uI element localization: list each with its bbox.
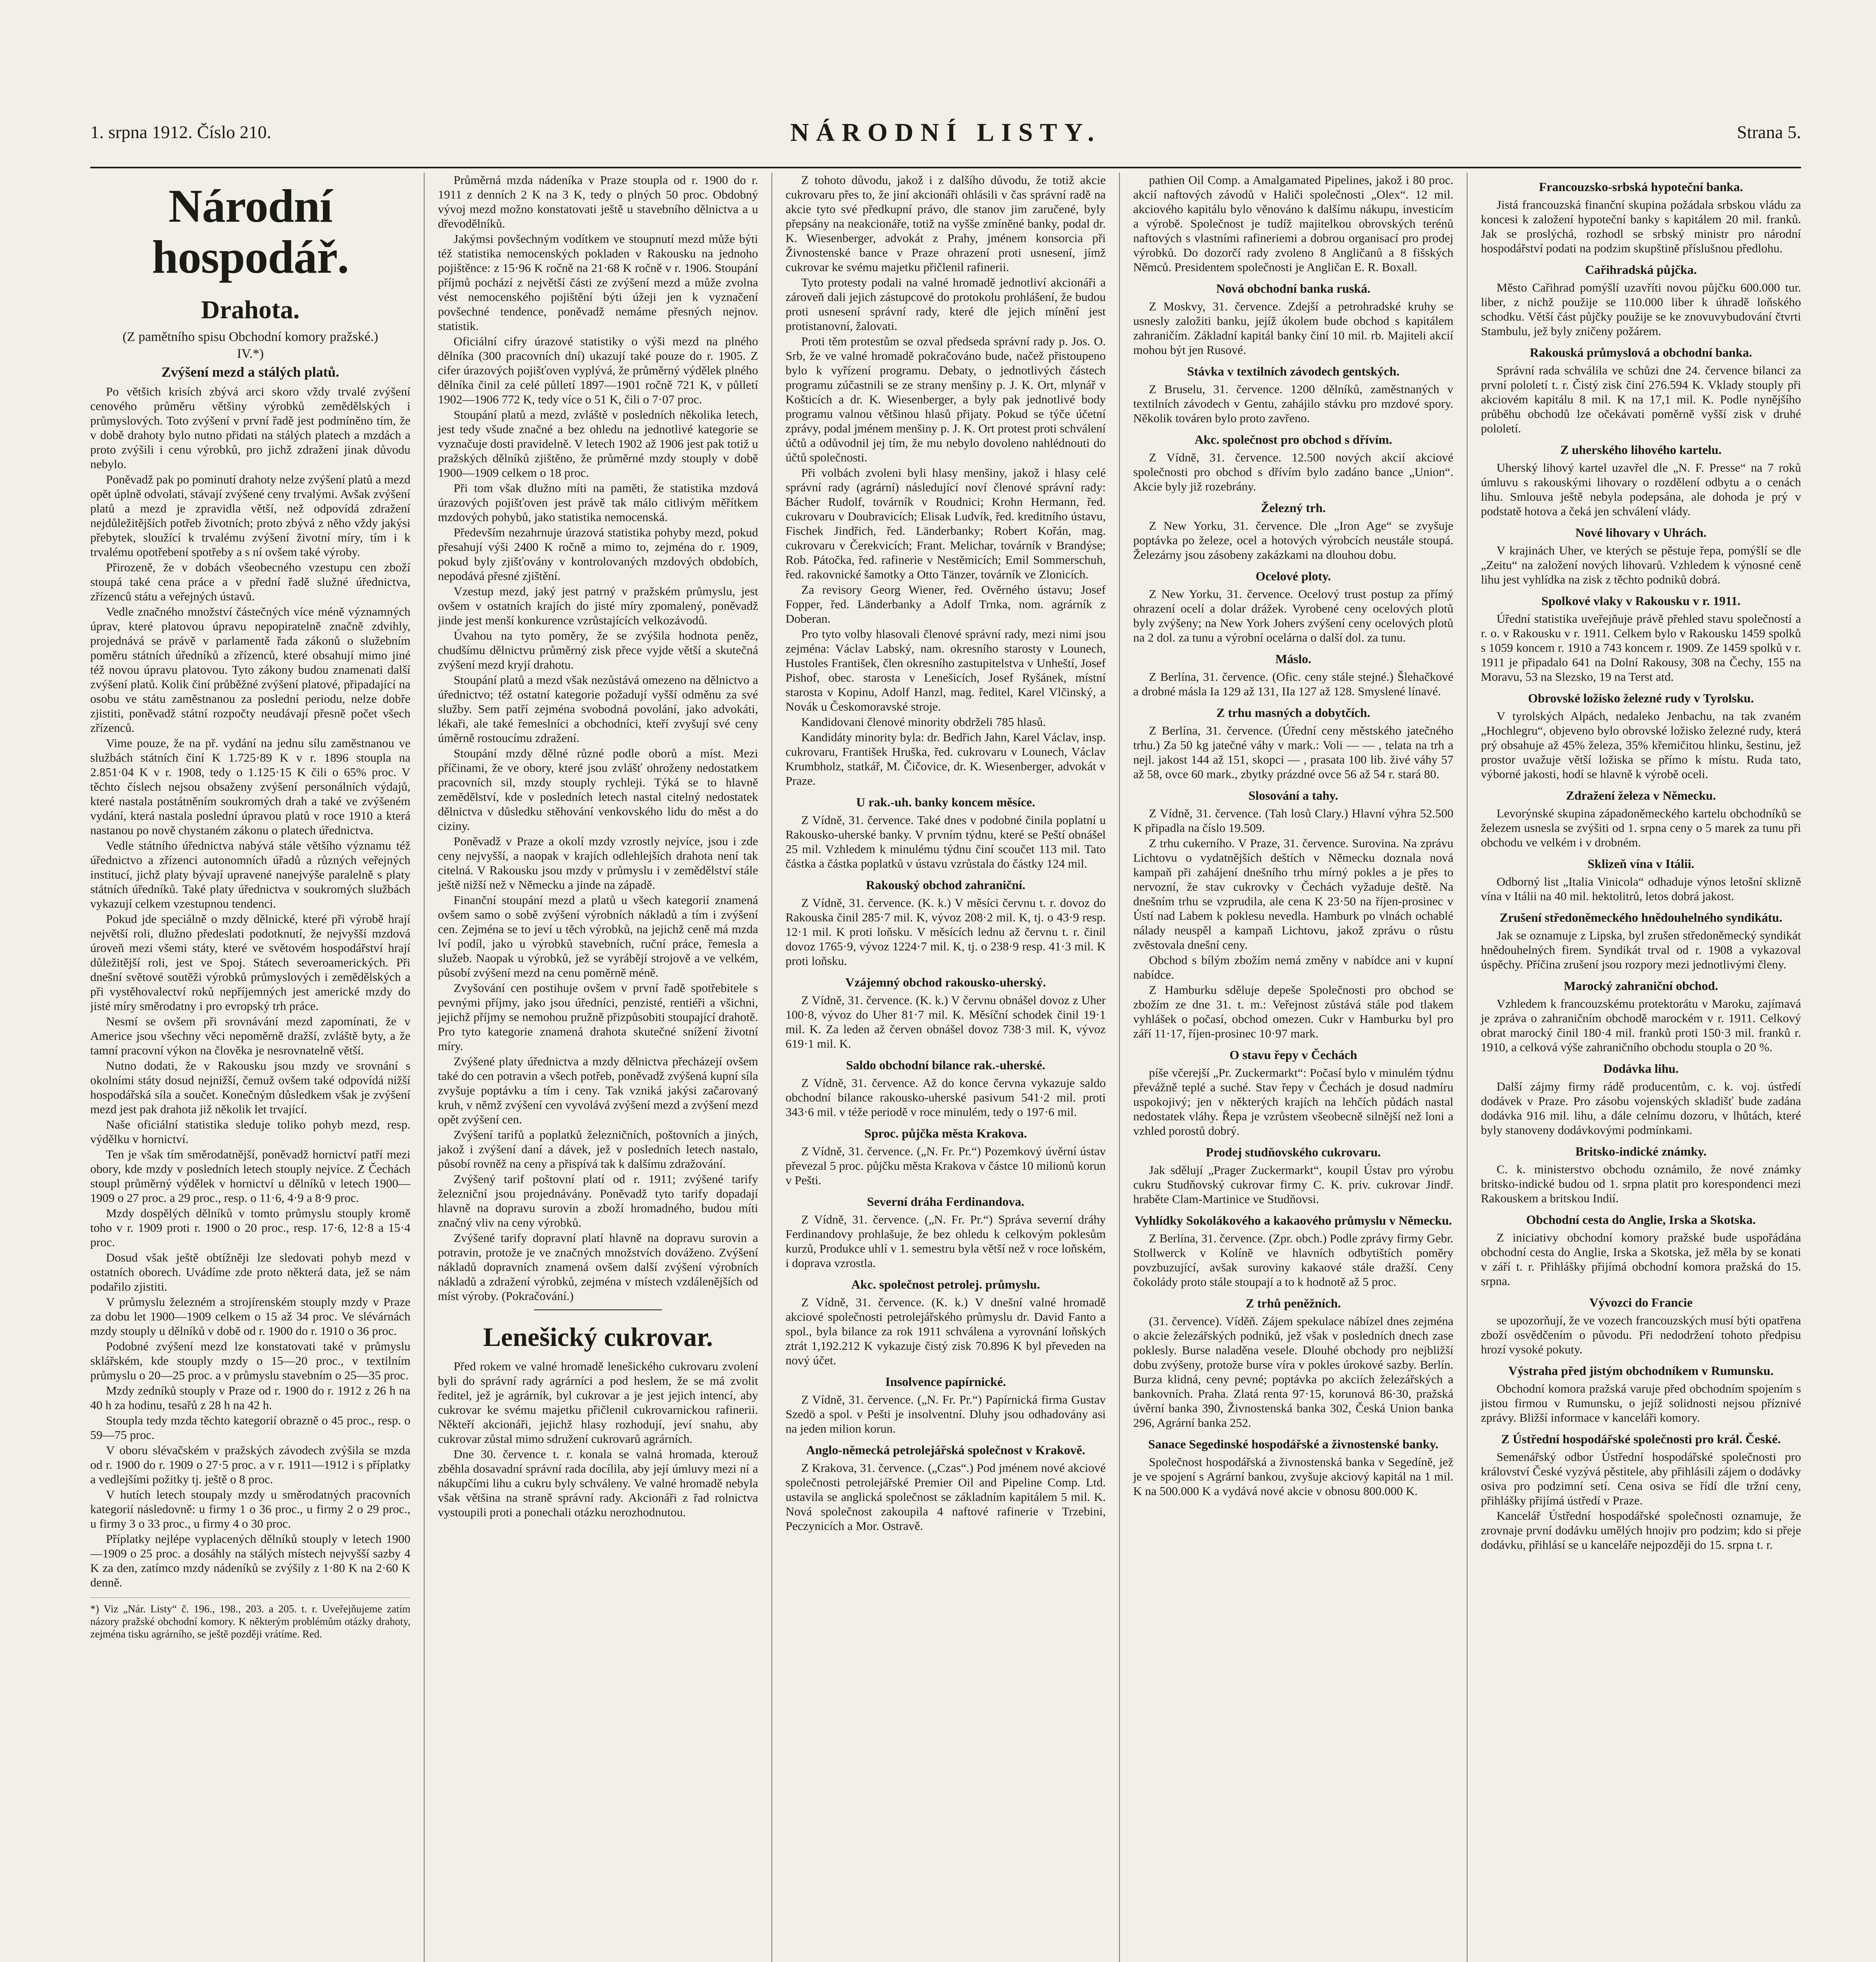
paragraph: Jakýmsi povšechným vodítkem ve stoupnutí mezd může býti též statistika nemocenských pokladen v Rakousku na jednoho pojištěnce: z 15·96 K ročně na 21·68 K ročně v r. 1906. Stoupání příjmů pochází z největší části ze zvýšení mezd a může zvolna vést nemocenského pojištění býti úžeji jen k vyznačení povšechné tendence, poněvadž nemáme přesných nejnov. statistik. xyxy=(438,232,758,333)
news-heading: Akc. společnost pro obchod s dřívím. xyxy=(1194,432,1392,447)
paragraph: Kandidáty minority byla: dr. Bedřich Jahn, Karel Václav, insp. cukrovaru, František Hruška, řed. cukrovaru v Lounech, Václav Krumbholz, statkář, M. Čičovice, dr. K. Wiesenberger, advokát v Praze. xyxy=(786,730,1106,788)
paragraph: Dosud však ještě obtížněji lze sledovati pohyb mezd v ostatních oborech. Uvádíme zde proto některá data, jež se nám podařilo zjistiti. xyxy=(90,1251,410,1293)
paragraph: Jistá francouzská finanční skupina požádala srbskou vládu za koncesi k založení hypoteční banky s kapitálem 20 mil. franků. Jak se proslýchá, rozhodl se srbský ministr pro národní hospodářství podati na podzim skupštině příslušnou předlohu. xyxy=(1481,198,1801,255)
article-title: Drahota. xyxy=(201,295,300,324)
paragraph: Levorýnské skupina západoněmeckého kartelu obchodníků se železem usnesla se zvýšiti od 1. srpna ceny o 5 marek za tunu při obchodu ve velkém i v drobném. xyxy=(1481,806,1801,849)
paragraph: Při volbách zvoleni byli hlasy menšiny, jakož i hlasy celé správní rady (agrární) následující noví členové správní rady: Bácher Rudolf, továrník v Roudnici; Krohn Hermann, řed. cukrovaru v Doubravicích; Elisak Ludvík, řed. kreditního ústavu, Fischek Jindřich, řed. Länderbanky; Robert Kořán, mag. cukrovaru v Čerekvicích; Frant. Melichar, továrník v Brandýse; Rob. Pátočka, řed. rafinerie v Nestěmicích; Emil Sommerschuh, řed. rakovnické šamotky a Otto Tänzer, továrník ve Zlonicích. xyxy=(786,466,1106,581)
paragraph: Nutno dodati, že v Rakousku jsou mzdy ve srovnání s okolními státy dosud nejnižší, čemuž ovšem také odpovídá nižší hospodářská síla a součet. Konečným důsledkem však je zvýšení mezd jest pak drahota již několik let trvající. xyxy=(90,1059,410,1116)
paragraph: Z Hamburku sděluje depeše Společnosti pro obchod se zbožím ze dne 31. t. m.: Veřejnost zůstává stále pod tlakem vyhlášek o počasí, obchod omezen. Cukr v Hamburku byl pro září 11·17, říjen-prosinec 10·97 mark. xyxy=(1133,983,1453,1040)
paragraph: Z Vídně, 31. července. Také dnes v podobné činila poplatní u Rakousko-uherské banky. V prvním týdnu, které se Peští obnášel 25 mil. Vzhledem k minulému týdnu činí scoučet 113 mil. Tato částka a částka poplatků v ústavu vzrůstala do částky 124 mil. xyxy=(786,813,1106,870)
paragraph: Příplatky nejlépe vyplacených dělníků stouply v letech 1900—1909 o 25 proc. a dosáhly na stálých místech nejvyšší sazby 4 K za den, zatímco mzdy nádeníků se zvýšily z 1·80 K na 2·60 K denně. xyxy=(90,1532,410,1589)
news-heading: Sproc. půjčka města Krakova. xyxy=(864,1126,1027,1140)
news-heading: Prodej studňovského cukrovaru. xyxy=(1206,1145,1381,1159)
columns xyxy=(90,173,1801,1962)
paragraph: V oboru slévačském v pražských závodech zvýšila se mzda od r. 1900 do r. 1909 o 27·5 proc. a v r. 1911—1912 i s příplatky a vedlejšími požitky tj. ještě o 8 proc. xyxy=(90,1443,410,1486)
news-heading: Vyhlídky Sokolákového a kakaového průmyslu v Německu. xyxy=(1134,1213,1452,1227)
paragraph: Za revisory Georg Wiener, řed. Ověrného ústavu; Josef Fopper, řed. Länderbanky a Adolf Trnka, nom. agrárník z Doberan. xyxy=(786,583,1106,625)
paragraph: Poněvadž pak po pominutí drahoty nelze zvýšení platů a mezd opět úplně odvolati, stávají zvýšené ceny trvalými. Avšak zvýšení platů a mezd je zpravidla větší, než odpovídá zdražení nejdůležitějších potřeb životních; proto zbývá z něho vždy jakýsi přebytek, sloužící k trvalému zvýšení životní míry, tím i k trvalému opotřebení spotřeby a s ní ovšem také výroby. xyxy=(90,472,410,559)
news-heading: O stavu řepy v Čechách xyxy=(1229,1048,1357,1062)
news-heading: Marocký zahraniční obchod. xyxy=(1564,979,1718,993)
paragraph: Úvahou na tyto poměry, že se zvýšila hodnota peněz, chudšímu dělnictvu průměrný zisk přece vyjde větší a skutečná zvýšení mezd kryjí drahotu. xyxy=(438,629,758,671)
column-2 xyxy=(424,173,771,1962)
news-heading: Z trhů peněžních. xyxy=(1245,1296,1341,1310)
news-heading: Sklizeň vína v Itálii. xyxy=(1587,857,1695,871)
paragraph: Zvýšené tarify dopravní platí hlavně na dopravu surovin a potravin, protože je ve značných množstvích dováženo. Zvýšení nákladů dopravních znamená ovšem další zvýšení výrobních nákladů a zdražení výrobků, zejména v místech vzdálenějších od míst výroby. (Pokračování.) xyxy=(438,1231,758,1303)
paragraph: Po většich krisích zbývá arci skoro vždy trvalé zvýšení cenového průměru většiny výrobků zemědělských i průmyslových. Toto zvýšení v první řadě jest podmíněno tím, že v době drahoty bylo nutno přidati na stálých platech a mzdách a proto zvýšili i cenu výrobků, pro jichž zdražení jinak důvodu nebylo. xyxy=(90,385,410,471)
paragraph: Stoupání platů a mezd však nezůstává omezeno na dělnictvo a úřednictvo; též ostatní kategorie požadují vyšší odměnu za své služby. Sem patří zejména svobodná povolání, jako advokáti, lékaři, ale také řemeslníci a obchodníci, kteří zvyšují své ceny úměrně rostoucímu zdražení. xyxy=(438,673,758,745)
news-heading: Britsko-indické známky. xyxy=(1575,1144,1707,1158)
paragraph: Vzhledem k francouzskému protektorátu v Maroku, zajímavá je zpráva o zahraničním obchodě marockém v r. 1911. Celkový obrat marocký činil 180·4 mil. franků proti 150·3 mil. franků r. 1910, a celková výše zahraničního obchodu stoupla o 20 %. xyxy=(1481,997,1801,1054)
page-number: Strana 5. xyxy=(1737,122,1801,142)
news-heading: Ocelové ploty. xyxy=(1256,569,1331,583)
paragraph: Z Vídně, 31. července. (K. k.) V červnu obnášel dovoz z Uher 100·8, vývoz do Uher 81·7 mil. K. Měsíční schodek činil 19·1 mil. K. Za leden až červen obnášel dovoz 738·3 mil. K, vývoz 619·1 mil. K. xyxy=(786,993,1106,1050)
paragraph: Ten je však tím směrodatnější, poněvadž hornictví patří mezi obory, kde mzdy v posledních letech stouply nejvíce. Z Čechách stoupl průměrný výdělek v hornictví u dělníků v letech 1900—1909 o 27 proc. a 29 proc., resp. o 11·6, 4·9 a 8·9 proc. xyxy=(90,1147,410,1205)
paragraph: Zvyšování cen postihuje ovšem v první řadě spotřebitele s pevnými příjmy, jako jsou úředníci, penzisté, rentiéři a všichni, jejichž příjmy se nemohou pružně přizpůsobiti stoupající drahotě. Pro tyto kategorie znamená drahota skutečné snížení životní míry. xyxy=(438,981,758,1053)
news-heading: Spolkové vlaky v Rakousku v r. 1911. xyxy=(1541,594,1741,608)
paragraph: Obchod s bílým zbožím nemá změny v nabídce ani v kupní nabídce. xyxy=(1133,953,1453,981)
paragraph: Z Bruselu, 31. července. 1200 dělníků, zaměstnaných v textilních závodech v Gentu, zahájilo stávku pro mzdové spory. Několik továren bylo proto zavřeno. xyxy=(1133,382,1453,425)
news-heading: Nová obchodní banka ruská. xyxy=(1216,281,1371,295)
paragraph: Vedle značného množství částečných více méně významných úprav, které platovou úpravu nepopiratelně značně zdvihly, projednává se právě v parlamentě řada zákonů o služebním poměru státních úředníků a zřízenců, které obsahují mimo jiné též novou úpravu platovou. Tyto zákony budou znamenati další zvýšení platů. Kolik činí průběžné zvýšení platové, připadající na osobu ve státu zaměstnanou za poslední periodu, nelze dobře zjistiti, poněvadž státní rozpočty neudávají přesně počet všech zřízenců. xyxy=(90,605,410,735)
paragraph: Další zájmy firmy rádě producentům, c. k. voj. ústředí dodávek v Praze. Pro zásobu vojenských skladišť bude zadána dodávka 916 mil. lihu, a dále celnímu dozoru, v lhůtách, které byly stanoveny dodávkovými podmínkami. xyxy=(1481,1079,1801,1137)
news-heading: Cařihradská půjčka. xyxy=(1585,263,1697,277)
paragraph: Poněvadž v Praze a okolí mzdy vzrostly nejvíce, jsou i zde ceny nejvyšší, a naopak v krajích odlehlejších drahota není tak citelná. V Rakousku jsou mzdy v průmyslu i v zemědělství stále ještě nižší než v Německu a jinde na západě. xyxy=(438,834,758,892)
paragraph: Úřední statistika uveřejňuje právě přehled stavu společností a r. o. v Rakousku v r. 1911. Celkem bylo v Rakousku 1459 spolků s 1059 koncem r. 1910 a 743 koncem r. 1909. Ze 1459 spolků v r. 1911 je připadalo 641 na Dolní Rakousy, 308 na Čechy, 155 na Moravu, 53 na Slezsko, 19 na Terst atd. xyxy=(1481,612,1801,684)
news-heading: Rakouská průmyslová a obchodní banka. xyxy=(1530,345,1752,359)
paragraph: Průměrná mzda nádeníka v Praze stoupla od r. 1900 do r. 1911 z denních 2 K na 3 K, tedy o plných 50 proc. Obdobný vývoj mezd možno konstatovati ještě u stavebního dělnictva a u dřevodělníků. xyxy=(438,173,758,230)
paragraph: Z Moskvy, 31. července. Zdejší a petrohradské kruhy se usnesly založiti banku, jejíž úkolem bude obchod s kapitálem zahraničím. Základní kapitál banky činí 10 mil. rb. Majiteli akcií mohou být jen Rusové. xyxy=(1133,299,1453,357)
news-heading: Vývozci do Francie xyxy=(1589,1295,1693,1309)
news-heading: Sanace Segedinské hospodářské a živnostenské banky. xyxy=(1148,1437,1438,1451)
news-heading: Stávka v textilních závodech gentských. xyxy=(1187,364,1400,378)
paragraph: C. k. ministerstvo obchodu oznámilo, že nové známky britsko-indické budou od 1. srpna platit pro korespondenci mezi Rakouskem a britskou Indií. xyxy=(1481,1162,1801,1205)
paragraph: Mzdy dospělých dělníků v tomto průmyslu stouply kromě toho v r. 1909 proti r. 1900 o 20 proc., resp. 17·6, 12·8 a 15·4 proc. xyxy=(90,1206,410,1249)
paragraph: Z Vídně, 31. července. („N. Fr. Pr.“) Pozemkový úvěrní ústav převezal 5 proc. půjčku města Krakova v částce 10 milionů korun v Pešti. xyxy=(786,1144,1106,1187)
paragraph: Jak se oznamuje z Lipska, byl zrušen středoněmecký syndikát hnědouhelných firem. Syndikát trval od r. 1908 a vykazoval úspěchy. Příčina zrušení jsou rozpory mezi jednotlivými členy. xyxy=(1481,928,1801,971)
paragraph: Především nezahrnuje úrazová statistika pohyby mezd, pokud přesahují výši 2400 K ročně a mimo to, zejména do r. 1909, pokud byly zjišťovány v kontrolovaných mzdových obdobích, nepodává přesné zjištění. xyxy=(438,525,758,583)
paragraph: Kancelář Ústřední hospodářské společnosti oznamuje, že zrovnaje první dodávku umělých hnojiv pro podzim; kdo si přeje dodávku, přihlásí se u kanceláře nejpozději do 15. srpna t. r. xyxy=(1481,1509,1801,1552)
news-heading: Z Ústřední hospodářské společnosti pro král. České. xyxy=(1501,1432,1781,1446)
news-heading: Zdražení železa v Německu. xyxy=(1566,788,1716,802)
paragraph: Město Cařihrad pomýšlí uzavříti novou půjčku 600.000 tur. liber, z nichž použije se 110.000 liber k úhradě loňského schodku. Větší část půjčky použije se ke znovuvybudování čtvrti Stambulu, jež byly zničeny požárem. xyxy=(1481,281,1801,338)
paragraph: Společnost hospodářská a živnostenská banka v Segedíně, jež je ve spojení s Agrární bankou, zvyšuje akciový kapitál na 1 mil. K na 500.000 K a vydává nové akcie v obnosu 800.000 K. xyxy=(1133,1455,1453,1498)
section-title: Národní hospodář. xyxy=(152,180,349,283)
news-heading: Akc. společnost petrolej. průmyslu. xyxy=(851,1277,1040,1291)
paragraph: V tyrolských Alpách, nedaleko Jenbachu, na tak zvaném „Hochlegru“, objeveno bylo obrovské ložisko železné rudy, která prý obsahuje až 45% železa, 35% křemičitou hlinku, šestinu, jež prostor uvažuje větší ložiska se přímo k místu. Ruda tato, výborné jakosti, hodí se hlavně k výrobě oceli. xyxy=(1481,709,1801,781)
paragraph: Naše oficiální statistika sleduje toliko pohyb mezd, resp. výdělku v hornictví. xyxy=(90,1118,410,1146)
column-3 xyxy=(771,173,1119,1962)
issue-date: 1. srpna 1912. Číslo 210. xyxy=(90,122,272,142)
paragraph: Pro tyto volby hlasovali členové správní rady, mezi nimi jsou zejména: Václav Labský, nam. okresního starosty v Lounech, Hustoles František, člen okresního zastupitelstva v Unheští, Josef Pishof, obec. starosta v Lenešicích, Josef Ryšánek, místní starosta v Kopinu, Adolf Hanzl, mag. ředitel, Karel Vlčinský, a Novák u Českomoravské stroje. xyxy=(786,627,1106,713)
news-heading: Vzájemný obchod rakousko-uherský. xyxy=(845,975,1046,989)
paragraph: Tyto protesty podali na valné hromadě jednotliví akcionáři a zároveň dali jejich zástupcové do protokolu prohlášení, že budou proti usnesení správní rady, které dle jejich mínění jest protistanovní, žalovati. xyxy=(786,275,1106,333)
article-part: IV.*) xyxy=(237,346,264,361)
article-source: (Z pamětního spisu Obchodní komory pražské.) xyxy=(122,330,378,344)
paragraph: Odborný list „Italia Vinicola“ odhaduje výnos letošní sklizně vína v Itálii na 40 mil. hektolitrů, letos dobrá jakost. xyxy=(1481,875,1801,903)
paragraph: Z iniciativy obchodní komory pražské bude uspořádána obchodní cesta do Anglie, Irska a Skotska, jež měla by se konati v září t. r. Přihlášky přijímá obchodní komora pražská do 15. srpna. xyxy=(1481,1231,1801,1288)
column-5 xyxy=(1467,173,1801,1962)
paragraph: V hutích letech stoupaly mzdy u směrodatných pracovních kategorií následovně: u firmy 1 o 36 proc., u firmy 2 o 29 proc., u firmy 3 o 33 proc., u firmy 4 o 30 proc. xyxy=(90,1488,410,1530)
paragraph: Před rokem ve valné hromadě lenešického cukrovaru zvolení byli do správní rady agrárníci a pod heslem, že se má zvolit ředitel, jež je agrárník, byl cukrovar a je jest jejich intencí, aby cukrovar ke svému majetku přičlenil cukrovarnickou rafinerii. Někteří akcionáři, jejichž hlasy rozhodují, jeví snahu, aby cukrovar zůstal mimo sdružení cukrovarů agrárních. xyxy=(438,1359,758,1446)
news-heading: Dodávka lihu. xyxy=(1603,1061,1679,1076)
newspaper-title: NÁRODNÍ LISTY. xyxy=(790,118,1101,147)
paragraph: Zvýšené platy úřednictva a mzdy dělnictva přecházejí ovšem také do cen potravin a všech potřeb, poněvadž zvýšená kupní síla zvyšuje poptávku a tím i ceny. Tak vzniká jakýsi začarovaný kruh, v němž zvýšení cen vyvolává zvýšení mezd a zvýšení mezd opět zvýšení cen. xyxy=(438,1054,758,1126)
paragraph: Správní rada schválila ve schůzi dne 24. července bilanci za první pololetí t. r. Čistý zisk činí 276.594 K. Vklady stouply při akciovém kapitálu 8 mil. K na 17,1 mil. K. Podle nynějšího průběhu obchodů lze očekávati poměrně vyšší zisk v druhé pololetí. xyxy=(1481,363,1801,435)
paragraph: Finanční stoupání mezd a platů u všech kategorií znamená ovšem samo o sobě zvýšení výrobních nákladů a tím i zvýšení cen. Zejména se to jeví u těch výrobků, na jejichž ceně má mzda lví podíl, jako u výrobků stavebních, ruční práce, řemesla a služeb. Naopak u výrobků, jež se vyrábějí strojově a ve velkém, působí zvýšení mezd na cenu poměrně méně. xyxy=(438,893,758,979)
paragraph: Z Vídně, 31. července. („N. Fr. Pr.“) Papírnická firma Gustav Szedö a spol. v Pešti je insolventní. Dluhy jsou odhadovány asi na jeden milion korun. xyxy=(786,1393,1106,1435)
news-heading: Z trhu masných a dobytčích. xyxy=(1216,706,1371,720)
paragraph: Zvýšení tarifů a poplatků železničních, poštovních a jiných, jakož i zvýšení daní a dávek, jež v posledních letech nastalo, působí rovněž na ceny a přispívá tak k dalšímu zdražování. xyxy=(438,1128,758,1171)
news-heading: Obrovské ložisko železné rudy v Tyrolsku. xyxy=(1528,691,1754,705)
news-heading: Rakouský obchod zahraniční. xyxy=(866,878,1026,892)
paragraph: Z Krakova, 31. července. („Czas“.) Pod jménem nové akciové společnosti petrolejářské Premier Oil and Pipeline Comp. Ltd. ustavila se anglická společnost se základním kapitálem 5 mil. K. Nová společnost zakoupila 4 naftové rafinerie v Trzebini, Peczynicích a Mor. Ostravě. xyxy=(786,1461,1106,1533)
column-1 xyxy=(90,173,424,1962)
article-title-lenesicky: Lenešický cukrovar. xyxy=(483,1322,713,1352)
paragraph: píše včerejší „Pr. Zuckermarkt“: Počasí bylo v minulém týdnu převážně teplé a suché. Stav řepy v Čechách je dosud nadmíru uspokojivý; jen v některých krajích na lehčích půdách nastal nedostatek vláhy. Řepa je vzrůstem všeobecně silnější než loni a vzhled porostů dobrý. xyxy=(1133,1066,1453,1138)
paragraph: Pokud jde speciálně o mzdy dělnické, které při výrobě hrají největší roli, dlužno předeslati podotknutí, že nejvyšší mzdová úroveň mezi všemi státy, které ve světovém hospodářství hrají důležitější roli, jest ve Spoj. Státech severoamerických. Při dnešní světové soutěži výrobků průmyslových i zemědělských a při vystěhovalectví roků nepříjemných jest americké mzdy do jisté míry směrodatny i pro evropský trh práce. xyxy=(90,912,410,1013)
paragraph: Podobné zvýšení mezd lze konstatovati také v průmyslu sklářském, kde stouply mzdy o 15—20 proc., v textilním průmyslu o 20—25 proc. a v průmyslu stavebním o 25—35 proc. xyxy=(90,1339,410,1382)
paragraph: Z New Yorku, 31. července. Ocelový trust postup za přímý ohrazení ocelí a dolar drážek. Vyrobené ceny ocelových plotů byly zvýšeny; na New York Johers zvýšení ceny ocelových plotů na 2 dol. za tunu a výrobní ocelárna o další dol. za tunu. xyxy=(1133,587,1453,644)
paragraph: Obchodní komora pražská varuje před obchodním spojením s jistou firmou v Rumunsku, o jejíž solidnosti nejsou příznivé zprávy. Bližší informace v kanceláři komory. xyxy=(1481,1382,1801,1424)
paragraph: Z Berlína, 31. července. (Ofic. ceny stále stejné.) Šlehačkové a drobné másla Ia 129 až 131, IIa 127 až 128. Smyslené línavé. xyxy=(1133,670,1453,698)
article-subtitle: Zvýšení mezd a stálých platů. xyxy=(161,364,339,380)
paragraph: Z Vídně, 31. července. 12.500 nových akcií akciové společnosti pro obchod s dřívím bylo zadáno bance „Union“. Akcie byly již rozebrány. xyxy=(1133,450,1453,493)
news-heading: Z uherského lihového kartelu. xyxy=(1560,443,1722,457)
paragraph: Z Berlína, 31. července. (Úřední ceny městského jatečného trhu.) Za 50 kg jatečné váhy v mark.: Voli — — , telata na trh a nejl. jakost 144 až 151, skopci — , prasata 100 lib. živé váhy 57 až 58, ovce 60 mark., zbytky prázdné ovce 56 až 54 r. stará 80. xyxy=(1133,724,1453,781)
paragraph: V krajinách Uher, ve kterých se pěstuje řepa, pomýšlí se dle „Zeitu“ na založení nových lihovarů. Vzhledem k výnosné ceně lihu jest vyhlídka na zisk z těchto podniků dobrá. xyxy=(1481,543,1801,586)
news-heading: Anglo-německá petrolejářská společnost v Krakově. xyxy=(806,1443,1085,1457)
paragraph: Oficiální cifry úrazové statistiky o výši mezd na plného dělníka (300 pracovních dní) ukazují také pouze do r. 1905. Z cifer úrazových pojišťoven vyplývá, že průměrný výdělek plného dělníka činil za celé půlletí 1897—1901 ročně 721 K, v půlletí 1902—1906 772 K, tedy více o 51 K, čili o 7·07 proc. xyxy=(438,334,758,406)
paragraph: Z trhu cukerního. V Praze, 31. července. Surovina. Na zprávu Lichtovu o vydatnějších deštích v Německu doznala nová kampaň při zahájení dnešního trhu mírný pokles a je přes to nervozní, že stav cukrovky v Čechách vyžaduje deště. Na dnešním trhu se vzprudila, ale cena K 23·50 na říjen-prosinec v Ústí nad Labem k poklesu nevedla. Hamburk po vlnách ochablé nálady neuspěl a kampaň Lichtovu, jakož zprávu o růstu zvěstovala dnešní ceny. xyxy=(1133,836,1453,952)
paragraph: Z Vídně, 31. července. (Tah losů Clary.) Hlavní výhra 52.500 K připadla na číslo 19.509. xyxy=(1133,806,1453,835)
masthead-rule xyxy=(90,167,1801,168)
masthead xyxy=(90,118,1801,165)
paragraph: Z Vídně, 31. července. (K. k.) V dnešní valné hromadě akciové společnosti petrolejářského průmyslu dr. David Fanto a spol., byla bilance za rok 1911 schválena a vyrovnání loňských ztrát 1,192.212 K vykazuje čistý zisk 70.896 K byl převeden na nový účet. xyxy=(786,1295,1106,1367)
paragraph: Uherský lihový kartel uzavřel dle „N. F. Presse“ na 7 roků úmluvu s rakouskými lihovary o rozdělení odbytu a o cenách lihu. Smlouva ještě nebyla podepsána, ale dohoda je prý v podstatě hotova a čeká jen schválení vlády. xyxy=(1481,461,1801,518)
news-heading: Slosování a tahy. xyxy=(1248,788,1338,802)
paragraph: Vime pouze, že na př. vydání na jednu sílu zaměstnanou ve službách státních činí K 1.725·89 K v r. 1896 stoupla na 2.851·04 K v r. 1908, tedy o 1.125·15 K čili o 65% proc. V těchto číslech nejsou obsaženy zvýšení personálních výdajů, které nastala postátněním soukromých drah a také ve zvýšeném vydání, která nastala poslední úpravou platů v roce 1910 a která nastanou po nově chystaném zákonu o platech úřednictva. xyxy=(90,736,410,837)
paragraph: Dne 30. července t. r. konala se valná hromada, kterouž zběhla dosavadní správní rada docílila, aby její úmluvy mezi ní a nákupčími lihu a cukru byly schváleny. Ve valné hromadě nebyla však většina na straně správní rady. Akcionáři z řad rolnictva vystoupili proti a ponechali otázku nerozhodnutou. xyxy=(438,1447,758,1519)
column-4 xyxy=(1119,173,1467,1962)
paragraph: Jak sdělují „Prager Zuckermarkt“, koupil Ústav pro výrobu cukru Studňovský cukrovar firmy C. K. priv. cukrovar Jindř. hraběte Clam-Martinice ve Studňovsi. xyxy=(1133,1163,1453,1206)
paragraph: V průmyslu železném a strojírenském stouply mzdy v Praze za dobu let 1900—1909 celkem o 15 až 34 proc. Ve slévárnách mzdy stouply u dělníků v době od r. 1900 do r. 1910 o 36 proc. xyxy=(90,1295,410,1338)
footnote: *) Viz „Nár. Listy“ č. 196., 198., 203. a 205. t. r. Uveřejňujeme zatím názory pražské obchodní komory. K některým problémům otázky drahoty, zejména tisku agrárního, se ještě později vrátíme. Red. xyxy=(90,1597,410,1640)
news-heading: Železný trh. xyxy=(1261,501,1326,515)
paragraph: Z Vídně, 31. července. („N. Fr. Pr.“) Správa severní dráhy Ferdinandovy prohlašuje, že bez ohledu k celkovým poklesům kurzů, Produkce uhlí v 1. semestru byla větší než v roce loňském, i doprava vzrostla. xyxy=(786,1213,1106,1270)
paragraph: Z Berlína, 31. července. (Zpr. obch.) Podle zprávy firmy Gebr. Stollwerck v Kolíně ve hlavních odbytištích poměry povzbuzující, avšak suroviny kakaové stále dražší. Ceny čokolády proto stále stoupají a to k hodnotě až 5 proc. xyxy=(1133,1231,1453,1289)
paragraph: Z Vídně, 31. července. (K. k.) V měsíci červnu t. r. dovoz do Rakouska činil 285·7 mil. K, vývoz 208·2 mil. K, tj. o 43·9 resp. 12·1 mil. K proti loňsku. V měsících lednu až červnu t. r. činil dovoz 1765·9, vývoz 1224·7 mil. K, tj. o 238·9 resp. 41·3 mil. K proti loňsku. xyxy=(786,896,1106,968)
news-heading: Nové lihovary v Uhrách. xyxy=(1575,525,1707,540)
paragraph: Stoupání mzdy dělné různé podle oborů a míst. Mezi příčinami, že ve obory, které jsou zvlášť ohroženy nedostatkem pracovních sil, mzdy stouply rychleji. Týká se to hlavně zemědělství, kde v posledních letech nastal citelný nedostatek dělnictva v důsledku stěhování venkovského lidu do měst a do ciziny. xyxy=(438,746,758,833)
paragraph: Přirozeně, že v dobách všeobecného vzestupu cen zboží stoupá také cena práce a v přední řadě služné úřednictva, zřízenců státu a veřejných ústavů. xyxy=(90,560,410,603)
paragraph: Proti těm protestům se ozval předseda správní rady p. Jos. O. Srb, že ve valné hromadě pokračováno bude, načež přistoupeno bylo k vyřízení programu. Debaty, o jednotlivých částech programu zúčastnili se ze strany menšiny p. J. K. Ort, mlynář v Košticích a dr. K. Wiesenberger, a byly pak jednotlivé body programu valnou většinou hlasů přijaty. Pokud se týče účetní zprávy, podal jménem menšiny p. J. K. Ort protest proti schválení účtů a odůvodnil jej tím, že mu nebylo dovoleno nahlédnouti do účtů společnosti. xyxy=(786,334,1106,464)
paragraph: Z tohoto důvodu, jakož i z dalšího důvodu, že totiž akcie cukrovaru přes to, že jiní akcionáři ohlásili v čas správní radě na akcie tyto své předkupní právo, dle stanov jim zaručené, byly přepsány na neakcionáře, totiž na vyšše zmíněné banky, podal dr. K. Wiesenberger, advokát z Prahy, jménem konsorcia při Živnostenské bance v Praze ohrazení proti usnesení, jímž cukrovar ke svému majetku přičlenil rafinerii. xyxy=(786,173,1106,274)
paragraph: (31. července). Víděň. Zájem spekulace nábízel dnes zejména o akcie železářských podniků, jež však v posledních dnech zase poklesly. Burse naladěna vesele. Dlouhé obchody pro nejbližší dobu zvýšeny, protože burse víra v pokles úrokové sazby. Berlín. Burza klidná, ceny pevné; poptávka po akciích železářských a bankovních. Praha. Zlatá renta 97·15, korunová 86·30, pražská úvěrní banka 390, Živnostenská banka 302, Česká Union banka 296, Agrární banka 252. xyxy=(1133,1314,1453,1430)
divider xyxy=(534,1309,662,1310)
news-heading: Zrušení středoněmeckého hnědouhelného syndikátu. xyxy=(1499,910,1783,924)
paragraph: Vedle státního úřednictva nabývá stále většího významu též úřednictvo a zřízenci autonomních úřadů a různých veřejných institucí, jichž platy bývají upravené nanejvýše paralelně s platy státních úředníků. Také platy úřednictva v soukromých službách vykazují celkem vzestupnou tendenci. xyxy=(90,839,410,910)
news-heading: Saldo obchodní bilance rak.-uherské. xyxy=(846,1058,1045,1072)
paragraph: Z Vídně, 31. července. Až do konce června vykazuje saldo obchodní bilance rakousko-uherské pasivum 541·2 mil. proti 343·6 mil. v téže periodě v roce minulém, tedy o 197·6 mil. xyxy=(786,1076,1106,1119)
paragraph: Stoupání platů a mezd, zvláště v posledních několika letech, jest tedy všude značné a bez ohledu na jednotlivé kategorie se vyznačuje dosti pravidelně. V letech 1902 až 1906 jest pak totiž u pražských dělníků zjištěno, že průměrné mzdy stouply v době 1900—1909 celkem o 18 proc. xyxy=(438,408,758,480)
paragraph: Při tom však dlužno míti na paměti, že statistika mzdová úrazových pojišťoven jest právě tak málo citlivým měřítkem mzdových pohybů, jako statistika nemocenská. xyxy=(438,481,758,524)
news-heading: Insolvence papírnické. xyxy=(885,1375,1006,1389)
paragraph: Kandidovani členové minority obdrželi 785 hlasů. xyxy=(801,715,1046,729)
paragraph: Stoupla tedy mzda těchto kategorií obrazně o 45 proc., resp. o 59—75 proc. xyxy=(90,1413,410,1442)
paragraph: Vzestup mezd, jaký jest patrný v pražském průmyslu, jest ovšem v ostatních krajích do jisté míry zpomalený, poněvadž jinde jest menší konkurence vzrůstajících velkozávodů. xyxy=(438,584,758,627)
news-heading: Výstraha před jistým obchodníkem v Rumunsku. xyxy=(1508,1364,1774,1378)
news-heading: Obchodní cesta do Anglie, Irska a Skotska. xyxy=(1526,1213,1756,1227)
paragraph: se upozorňují, že ve vozech francouzských musí býti opatřena zboží osvědčením o původu. Při nedodržení tohoto předpisu hrozí vysoké pokuty. xyxy=(1481,1313,1801,1356)
paragraph: Mzdy zedníků stouply v Praze od r. 1900 do r. 1912 z 26 h na 40 h za hodinu, tesařů z 28 h na 42 h. xyxy=(90,1384,410,1412)
news-heading: Máslo. xyxy=(1275,652,1311,666)
paragraph: Z New Yorku, 31. července. Dle „Iron Age“ se zvyšuje poptávka po železe, ocel a hotových výrobcích neustále stoupá. Železárny jsou zásobeny zakázkami na dlouhou dobu. xyxy=(1133,519,1453,562)
paragraph: Nesmí se ovšem při srovnávání mezd zapomínati, že v Americe jsou všechny věci nepoměrně dražší, zvláště byty, a že tamní pracovní výkon na člověka je nesrovnatelně větší. xyxy=(90,1014,410,1057)
paragraph: pathien Oil Comp. a Amalgamated Pipelines, jakož i 80 proc. akcií naftových závodů v Haliči společnosti „Olex“. 12 mil. akciového kapitálu bylo věnováno k dalšímu nákupu, investicím a výrobě. Společnost je tudíž majitelkou obrovských terénů naftových s vlastními rafineriemi a dobrou organisací pro prodej výrobků. Do dozorčí rady zvoleno 8 Angličanů a 8 fišských Němců. Presidentem společnosti je Angličan E. R. Boxall. xyxy=(1133,173,1453,274)
paragraph: Semenářský odbor Ústřední hospodářské společnosti pro království České vyzývá pěstitele, aby přihlásili zájem o dodávky osiva pro podzimní setí. Cena osiva se řídí dle tržní ceny, přihlášky přijímá ústředí v Praze. xyxy=(1481,1450,1801,1507)
news-heading: Severní dráha Ferdinandova. xyxy=(867,1194,1025,1209)
news-heading: U rak.-uh. banky koncem měsíce. xyxy=(856,795,1035,809)
news-heading: Francouzsko-srbská hypoteční banka. xyxy=(1539,180,1743,194)
paragraph: Zvýšený tarif poštovní platí od r. 1911; zvýšené tarify železniční jsou projednávány. Poněvadž tyto tarify dopadají hlavně na dopravu surovin a zboží hromadného, budou míti značný vliv na ceny výrobků. xyxy=(438,1172,758,1229)
